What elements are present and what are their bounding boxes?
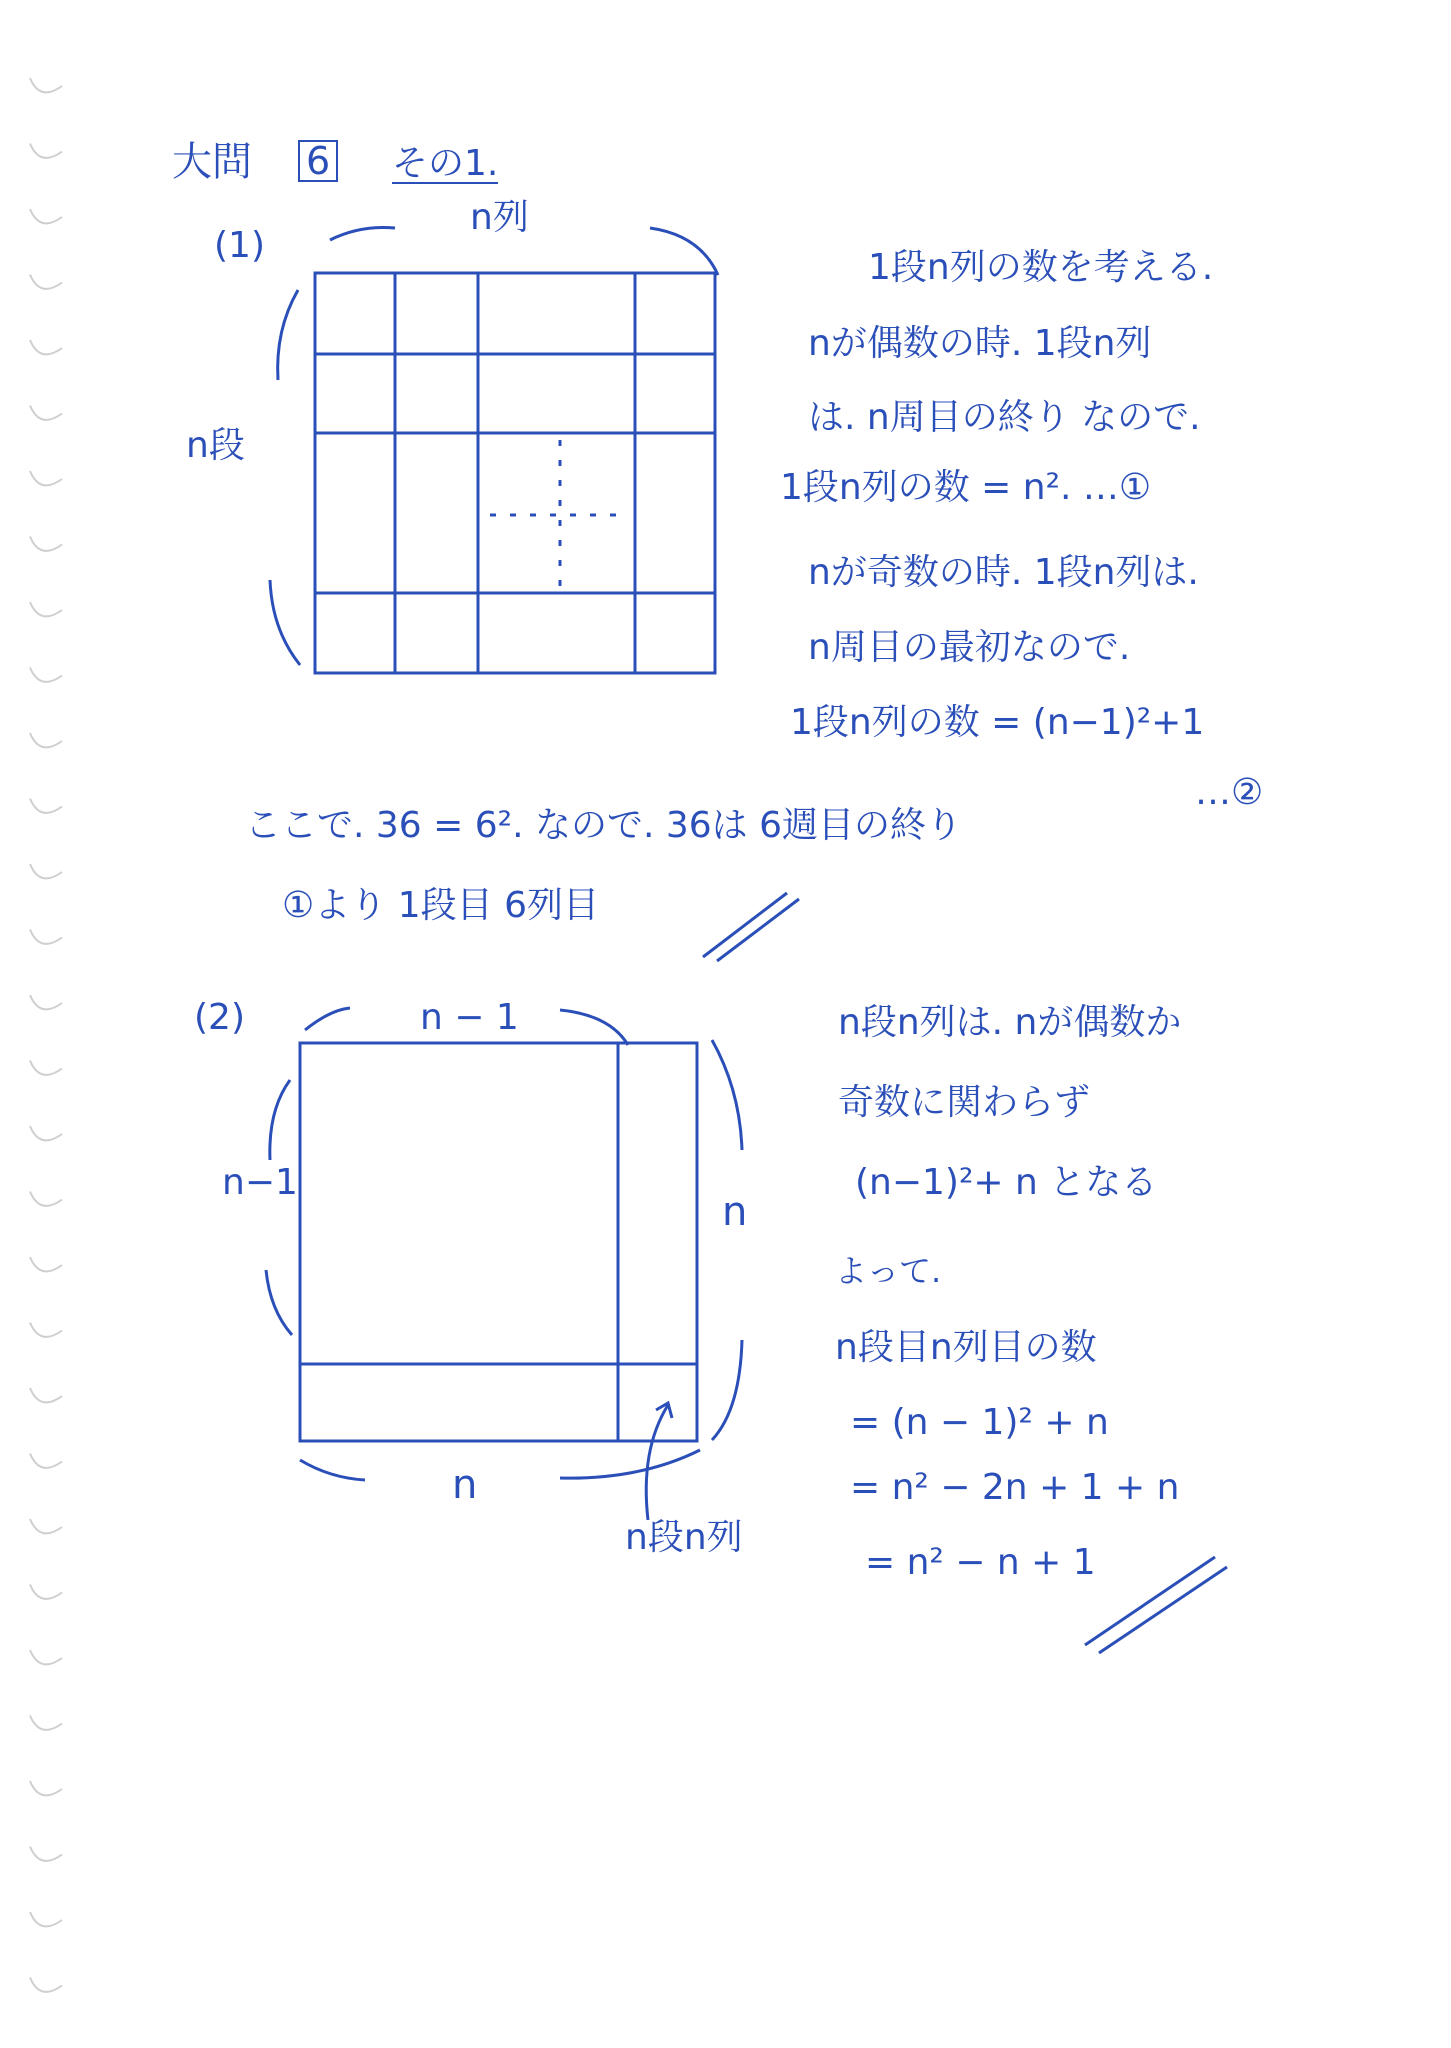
q1-col-brace-left <box>330 228 395 241</box>
problem-title: 大問 <box>172 139 252 185</box>
q2-right-brace-top <box>712 1040 742 1150</box>
q1-row-label: n段 <box>186 425 245 466</box>
q2-note-3: (n−1)²+ n となる <box>855 1162 1158 1203</box>
q1-conclusion: ここで. 36 = 6². なので. 36は 6週目の終り <box>245 805 963 846</box>
binding-hole <box>30 1585 62 1599</box>
q2-left-label: n−1 <box>222 1162 298 1203</box>
binding-hole <box>30 1912 62 1926</box>
binding-hole <box>30 1847 62 1861</box>
q2-square-outline <box>300 1043 697 1441</box>
binding-hole <box>30 1978 62 1992</box>
q1-note-2: nが偶数の時. 1段n列 <box>808 323 1152 364</box>
q2-top-brace-right <box>560 1010 628 1045</box>
q1-col-brace-right <box>650 228 718 275</box>
q1-note-6: n周目の最初なので. <box>808 627 1131 668</box>
q2-cell-pointer-arrow <box>646 1405 668 1520</box>
q1-answer: ①より 1段目 6列目 <box>282 885 599 926</box>
q1-note-4: 1段n列の数 = n². …① <box>780 467 1152 508</box>
q1-col-label: n列 <box>470 197 529 238</box>
q2-note-6: = (n − 1)² + n <box>850 1402 1109 1443</box>
part-label: その1. <box>392 143 499 184</box>
q2-label: (2) <box>194 997 245 1038</box>
q1-note-1: 1段n列の数を考える. <box>868 247 1214 288</box>
q1-row-brace-bottom <box>270 580 300 665</box>
q2-square-diagram <box>0 990 760 1550</box>
binding-hole <box>30 144 62 158</box>
problem-number: 6 <box>298 140 338 182</box>
q2-top-label: n − 1 <box>420 997 519 1038</box>
binding-hole <box>30 1716 62 1730</box>
q1-label: (1) <box>214 225 265 266</box>
binding-hole <box>30 1781 62 1795</box>
binding-hole <box>30 1650 62 1664</box>
q2-left-brace-top <box>270 1080 290 1160</box>
q1-note-5: nが奇数の時. 1段n列は. <box>808 552 1199 593</box>
q2-top-brace-left <box>305 1008 350 1030</box>
q2-right-label: n <box>722 1189 748 1235</box>
q1-note-8: …② <box>1195 772 1264 813</box>
q2-note-5: n段目n列目の数 <box>835 1327 1097 1368</box>
q2-cell-label: n段n列 <box>625 1517 743 1558</box>
q2-bottom-brace-left <box>300 1460 365 1480</box>
q2-note-4: よって. <box>835 1252 942 1290</box>
q2-answer-double-underline <box>1075 1545 1235 1665</box>
q2-bottom-label: n <box>452 1462 478 1508</box>
q2-note-1: n段n列は. nが偶数か <box>838 1002 1182 1043</box>
binding-hole <box>30 78 62 92</box>
q2-note-8: = n² − n + 1 <box>865 1542 1096 1583</box>
q2-note-2: 奇数に関わらず <box>838 1082 1091 1123</box>
binding-hole <box>30 930 62 944</box>
q1-note-3: は. n周目の終り なので. <box>808 397 1201 438</box>
q1-answer-double-underline <box>695 885 805 965</box>
q2-right-brace-bottom <box>712 1340 742 1440</box>
q1-row-brace-top <box>278 290 298 380</box>
q2-bottom-brace-right <box>560 1450 700 1478</box>
q1-grid-outline <box>315 273 715 673</box>
q1-note-7: 1段n列の数 = (n−1)²+1 <box>790 702 1205 743</box>
q2-note-7: = n² − 2n + 1 + n <box>850 1467 1180 1508</box>
q2-left-brace-bottom <box>266 1270 292 1335</box>
